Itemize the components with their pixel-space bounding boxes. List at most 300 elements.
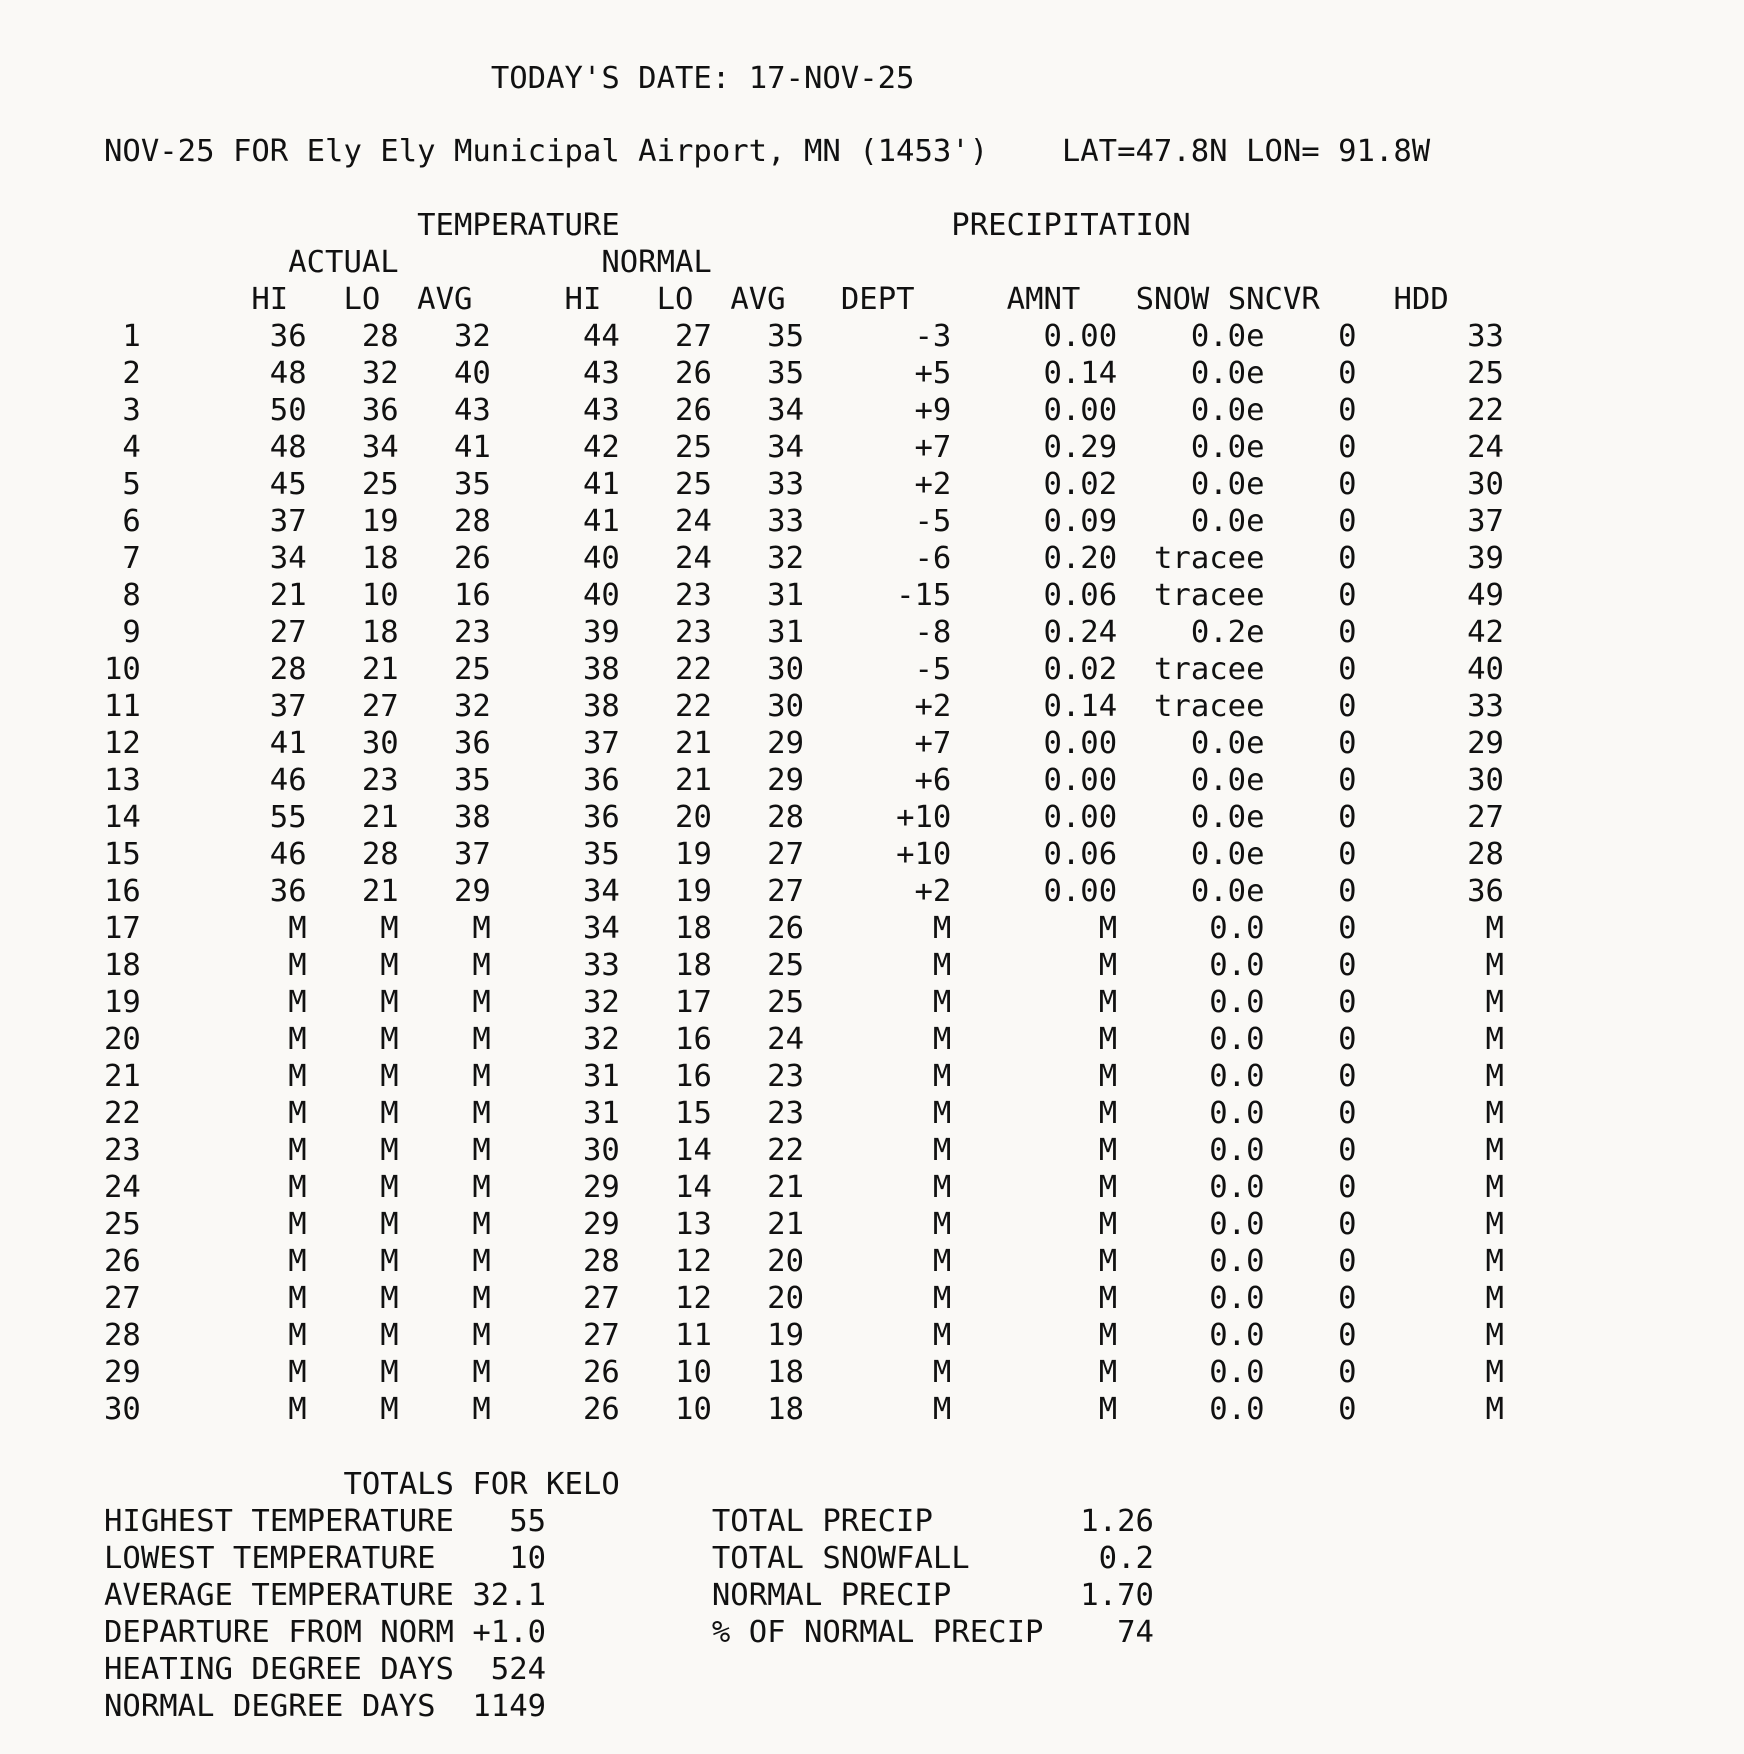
snow-cover-cell: 0 <box>1264 393 1357 428</box>
column-pad <box>399 245 602 280</box>
actual-avg-cell: M <box>398 1244 491 1279</box>
normal-lo-cell: 18 <box>619 948 712 983</box>
normal-hi-cell: 33 <box>490 948 620 983</box>
table-row <box>104 1243 1504 1280</box>
actual-hi-cell: 48 <box>140 356 307 391</box>
actual-lo-cell: 28 <box>306 837 399 872</box>
snow-cell: 0.0 <box>1117 1022 1265 1057</box>
actual-lo-cell: M <box>306 1392 399 1427</box>
actual-avg-cell: M <box>398 948 491 983</box>
table-row <box>104 392 1504 429</box>
actual-avg-cell: M <box>398 1355 491 1390</box>
snow-cell: 0.0 <box>1117 985 1265 1020</box>
normal-hi-cell: 29 <box>490 1170 620 1205</box>
totals-row <box>104 1651 1154 1688</box>
departure-cell: -5 <box>804 504 952 539</box>
hdd-cell: M <box>1356 1355 1504 1390</box>
precip-total-value: 1.70 <box>1043 1578 1154 1613</box>
actual-avg-cell: 40 <box>398 356 491 391</box>
actual-hi-cell: 36 <box>140 319 307 354</box>
day-cell: 5 <box>104 467 141 502</box>
table-row <box>104 1206 1504 1243</box>
snow-cover-cell: 0 <box>1264 541 1357 576</box>
total-label: HEATING DEGREE DAYS <box>104 1652 454 1687</box>
day-cell: 21 <box>104 1059 141 1094</box>
actual-lo-cell: M <box>306 1355 399 1390</box>
precip-total-value: 0.2 <box>1043 1541 1154 1576</box>
normal-hi-cell: 36 <box>490 763 620 798</box>
departure-cell: -15 <box>804 578 952 613</box>
snow-cover-cell: 0 <box>1264 1096 1357 1131</box>
departure-cell: M <box>804 1355 952 1390</box>
normal-hi-cell: 39 <box>490 615 620 650</box>
normal-hi-cell: 26 <box>490 1355 620 1390</box>
normal-avg-cell: 23 <box>711 1096 804 1131</box>
snow-cover-cell: 0 <box>1264 356 1357 391</box>
snow-cell: 0.0 <box>1117 948 1265 983</box>
actual-lo-cell: M <box>306 1281 399 1316</box>
actual-avg-cell: M <box>398 1392 491 1427</box>
snow-cell: 0.0 <box>1117 1281 1265 1316</box>
totals-row <box>104 1688 1154 1725</box>
precip-amount-cell: 0.06 <box>951 837 1118 872</box>
actual-hi-cell: M <box>140 1133 307 1168</box>
table-row <box>104 1132 1504 1169</box>
col-actual-lo: LO <box>343 282 381 317</box>
latitude: LAT=47.8N <box>1061 134 1228 169</box>
table-row <box>104 1021 1504 1058</box>
precip-amount-cell: M <box>951 1318 1118 1353</box>
normal-hi-cell: 40 <box>490 541 620 576</box>
column-header-row <box>104 281 1449 318</box>
snow-cover-cell: 0 <box>1264 615 1357 650</box>
precip-amount-cell: 0.02 <box>951 652 1118 687</box>
actual-hi-cell: 50 <box>140 393 307 428</box>
snow-cell: 0.0e <box>1117 726 1265 761</box>
normal-avg-cell: 28 <box>711 800 804 835</box>
col-normal-lo: LO <box>656 282 694 317</box>
hdd-cell: 29 <box>1356 726 1504 761</box>
departure-cell: M <box>804 911 952 946</box>
snow-cell: 0.0e <box>1117 430 1265 465</box>
normal-hi-cell: 38 <box>490 689 620 724</box>
todays-date-label: TODAY'S DATE: <box>490 61 731 96</box>
todays-date-line <box>104 60 914 97</box>
departure-cell: M <box>804 1207 952 1242</box>
totals-block <box>104 1503 1154 1725</box>
actual-hi-cell: 46 <box>140 763 307 798</box>
table-row <box>104 355 1504 392</box>
actual-lo-cell: 28 <box>306 319 399 354</box>
day-cell: 8 <box>104 578 141 613</box>
day-cell: 14 <box>104 800 141 835</box>
day-cell: 18 <box>104 948 141 983</box>
actual-lo-cell: M <box>306 1170 399 1205</box>
normal-lo-cell: 16 <box>619 1022 712 1057</box>
normal-avg-cell: 33 <box>711 504 804 539</box>
normal-avg-cell: 27 <box>711 837 804 872</box>
snow-cover-cell: 0 <box>1264 1059 1357 1094</box>
hdd-cell: 36 <box>1356 874 1504 909</box>
actual-avg-cell: 23 <box>398 615 491 650</box>
normal-hi-cell: 34 <box>490 874 620 909</box>
actual-avg-cell: M <box>398 1133 491 1168</box>
day-cell: 29 <box>104 1355 141 1390</box>
actual-avg-cell: 43 <box>398 393 491 428</box>
actual-hi-cell: M <box>140 1059 307 1094</box>
total-value: 55 <box>453 1504 547 1539</box>
snow-cell: 0.0e <box>1117 393 1265 428</box>
col-sncvr: SNCVR <box>1227 282 1320 317</box>
table-row <box>104 503 1504 540</box>
normal-hi-cell: 37 <box>490 726 620 761</box>
hdd-cell: 33 <box>1356 319 1504 354</box>
totals-title-line <box>104 1466 620 1503</box>
actual-hi-cell: M <box>140 1281 307 1316</box>
precip-amount-cell: M <box>951 1355 1118 1390</box>
precip-amount-cell: 0.00 <box>951 763 1118 798</box>
longitude: LON= 91.8W <box>1246 134 1431 169</box>
day-cell: 20 <box>104 1022 141 1057</box>
normal-lo-cell: 27 <box>619 319 712 354</box>
departure-cell: +9 <box>804 393 952 428</box>
actual-lo-cell: 25 <box>306 467 399 502</box>
normal-hi-cell: 30 <box>490 1133 620 1168</box>
snow-cover-cell: 0 <box>1264 1207 1357 1242</box>
total-value: +1.0 <box>453 1615 547 1650</box>
actual-hi-cell: 37 <box>140 689 307 724</box>
actual-hi-cell: M <box>140 1022 307 1057</box>
normal-hi-cell: 32 <box>490 985 620 1020</box>
normal-lo-cell: 23 <box>619 578 712 613</box>
snow-cell: 0.0 <box>1117 1059 1265 1094</box>
col-normal-avg: AVG <box>730 282 786 317</box>
report-month: NOV-25 <box>104 134 215 169</box>
normal-hi-cell: 32 <box>490 1022 620 1057</box>
actual-avg-cell: 32 <box>398 319 491 354</box>
normal-avg-cell: 31 <box>711 615 804 650</box>
departure-cell: -6 <box>804 541 952 576</box>
actual-hi-cell: 37 <box>140 504 307 539</box>
actual-avg-cell: 16 <box>398 578 491 613</box>
day-cell: 19 <box>104 985 141 1020</box>
actual-lo-cell: M <box>306 1207 399 1242</box>
snow-cover-cell: 0 <box>1264 763 1357 798</box>
normal-lo-cell: 25 <box>619 467 712 502</box>
actual-avg-cell: 29 <box>398 874 491 909</box>
column-pad <box>104 1467 343 1502</box>
day-cell: 3 <box>104 393 141 428</box>
normal-hi-cell: 44 <box>490 319 620 354</box>
table-row <box>104 540 1504 577</box>
departure-cell: +7 <box>804 726 952 761</box>
precip-amount-cell: 0.00 <box>951 393 1118 428</box>
table-row <box>104 1169 1504 1206</box>
actual-hi-cell: 48 <box>140 430 307 465</box>
normal-avg-cell: 24 <box>711 1022 804 1057</box>
day-cell: 12 <box>104 726 141 761</box>
actual-avg-cell: 37 <box>398 837 491 872</box>
normal-avg-cell: 34 <box>711 430 804 465</box>
actual-hi-cell: M <box>140 1170 307 1205</box>
snow-cover-cell: 0 <box>1264 1392 1357 1427</box>
normal-lo-cell: 22 <box>619 652 712 687</box>
hdd-cell: 27 <box>1356 800 1504 835</box>
totals-title: TOTALS FOR KELO <box>343 1467 620 1502</box>
table-row <box>104 947 1504 984</box>
normal-lo-cell: 24 <box>619 541 712 576</box>
normal-lo-cell: 25 <box>619 430 712 465</box>
actual-avg-cell: 26 <box>398 541 491 576</box>
actual-lo-cell: M <box>306 985 399 1020</box>
normal-hi-cell: 29 <box>490 1207 620 1242</box>
day-cell: 15 <box>104 837 141 872</box>
actual-lo-cell: M <box>306 948 399 983</box>
normal-avg-cell: 22 <box>711 1133 804 1168</box>
normal-lo-cell: 12 <box>619 1244 712 1279</box>
departure-cell: M <box>804 1392 952 1427</box>
todays-date-value: 17-NOV-25 <box>748 61 915 96</box>
normal-avg-cell: 18 <box>711 1355 804 1390</box>
normal-avg-cell: 18 <box>711 1392 804 1427</box>
total-value: 524 <box>453 1652 547 1687</box>
snow-cover-cell: 0 <box>1264 837 1357 872</box>
precip-amount-cell: M <box>951 1392 1118 1427</box>
actual-hi-cell: 45 <box>140 467 307 502</box>
actual-hi-cell: 41 <box>140 726 307 761</box>
table-row <box>104 1391 1504 1428</box>
normal-avg-cell: 25 <box>711 985 804 1020</box>
normal-lo-cell: 23 <box>619 615 712 650</box>
hdd-cell: M <box>1356 1022 1504 1057</box>
hdd-cell: 24 <box>1356 430 1504 465</box>
precip-total-value: 1.26 <box>1043 1504 1154 1539</box>
hdd-cell: 39 <box>1356 541 1504 576</box>
col-dept: DEPT <box>840 282 915 317</box>
hdd-cell: 25 <box>1356 356 1504 391</box>
total-value: 32.1 <box>453 1578 547 1613</box>
snow-cell: 0.0e <box>1117 467 1265 502</box>
column-pad <box>620 208 952 243</box>
precip-amount-cell: M <box>951 1133 1118 1168</box>
normal-lo-cell: 14 <box>619 1133 712 1168</box>
group-header-row <box>104 207 1191 244</box>
hdd-cell: 49 <box>1356 578 1504 613</box>
total-value: 10 <box>453 1541 547 1576</box>
normal-avg-cell: 23 <box>711 1059 804 1094</box>
normal-avg-cell: 30 <box>711 689 804 724</box>
day-cell: 2 <box>104 356 141 391</box>
day-cell: 16 <box>104 874 141 909</box>
normal-avg-cell: 21 <box>711 1207 804 1242</box>
actual-avg-cell: 36 <box>398 726 491 761</box>
precip-amount-cell: 0.00 <box>951 726 1118 761</box>
precip-amount-cell: 0.29 <box>951 430 1118 465</box>
precip-amount-cell: 0.00 <box>951 319 1118 354</box>
snow-cover-cell: 0 <box>1264 1244 1357 1279</box>
hdd-cell: M <box>1356 1170 1504 1205</box>
departure-cell: M <box>804 1096 952 1131</box>
departure-cell: +2 <box>804 467 952 502</box>
table-row <box>104 725 1504 762</box>
table-row <box>104 984 1504 1021</box>
snow-cover-cell: 0 <box>1264 467 1357 502</box>
col-actual-hi: HI <box>251 282 289 317</box>
hdd-cell: M <box>1356 1318 1504 1353</box>
actual-lo-cell: 10 <box>306 578 399 613</box>
snow-cell: 0.0 <box>1117 1244 1265 1279</box>
actual-lo-cell: 21 <box>306 652 399 687</box>
hdd-cell: 33 <box>1356 689 1504 724</box>
snow-cover-cell: 0 <box>1264 1022 1357 1057</box>
actual-lo-cell: M <box>306 1059 399 1094</box>
hdd-cell: M <box>1356 1059 1504 1094</box>
precip-amount-cell: M <box>951 985 1118 1020</box>
normal-lo-cell: 14 <box>619 1170 712 1205</box>
departure-cell: +10 <box>804 837 952 872</box>
departure-cell: M <box>804 1318 952 1353</box>
col-normal-hi: HI <box>564 282 602 317</box>
precip-amount-cell: M <box>951 1207 1118 1242</box>
actual-hi-cell: 28 <box>140 652 307 687</box>
snow-cover-cell: 0 <box>1264 689 1357 724</box>
table-row <box>104 651 1504 688</box>
normal-lo-cell: 26 <box>619 393 712 428</box>
normal-avg-cell: 20 <box>711 1244 804 1279</box>
day-cell: 13 <box>104 763 141 798</box>
snow-cell: 0.0 <box>1117 1096 1265 1131</box>
totals-row <box>104 1540 1154 1577</box>
day-cell: 27 <box>104 1281 141 1316</box>
normal-avg-cell: 25 <box>711 948 804 983</box>
departure-cell: M <box>804 1244 952 1279</box>
snow-cover-cell: 0 <box>1264 1355 1357 1390</box>
snow-cell: 0.0 <box>1117 1133 1265 1168</box>
precip-total-label: TOTAL PRECIP <box>711 1504 1044 1539</box>
totals-row <box>104 1614 1154 1651</box>
hdd-cell: 22 <box>1356 393 1504 428</box>
departure-cell: +2 <box>804 689 952 724</box>
actual-hi-cell: 55 <box>140 800 307 835</box>
precip-amount-cell: 0.24 <box>951 615 1118 650</box>
snow-cell: 0.0 <box>1117 1207 1265 1242</box>
total-label: DEPARTURE FROM NORM <box>104 1615 454 1650</box>
snow-cover-cell: 0 <box>1264 948 1357 983</box>
actual-avg-cell: 35 <box>398 763 491 798</box>
snow-cell: 0.0e <box>1117 800 1265 835</box>
normal-lo-cell: 17 <box>619 985 712 1020</box>
col-actual-avg: AVG <box>417 282 473 317</box>
station-name: Ely Ely Municipal Airport, MN (1453') <box>306 134 989 169</box>
snow-cell: 0.0 <box>1117 1355 1265 1390</box>
precip-amount-cell: 0.14 <box>951 356 1118 391</box>
hdd-cell: M <box>1356 1133 1504 1168</box>
normal-hi-cell: 31 <box>490 1096 620 1131</box>
actual-lo-cell: 19 <box>306 504 399 539</box>
normal-hi-cell: 26 <box>490 1392 620 1427</box>
hdd-cell: M <box>1356 911 1504 946</box>
snow-cover-cell: 0 <box>1264 578 1357 613</box>
normal-lo-cell: 26 <box>619 356 712 391</box>
total-label: NORMAL DEGREE DAYS <box>104 1689 454 1724</box>
actual-avg-cell: M <box>398 1096 491 1131</box>
normal-hi-cell: 41 <box>490 504 620 539</box>
actual-lo-cell: 34 <box>306 430 399 465</box>
normal-avg-cell: 29 <box>711 763 804 798</box>
precip-amount-cell: M <box>951 1244 1118 1279</box>
day-cell: 30 <box>104 1392 141 1427</box>
normal-hi-cell: 27 <box>490 1281 620 1316</box>
day-cell: 23 <box>104 1133 141 1168</box>
table-row <box>104 873 1504 910</box>
actual-avg-cell: 35 <box>398 467 491 502</box>
actual-hi-cell: M <box>140 1392 307 1427</box>
actual-lo-cell: 27 <box>306 689 399 724</box>
table-row <box>104 577 1504 614</box>
col-hdd: HDD <box>1393 282 1449 317</box>
precip-amount-cell: 0.00 <box>951 874 1118 909</box>
table-row <box>104 1317 1504 1354</box>
departure-cell: M <box>804 948 952 983</box>
table-row <box>104 688 1504 725</box>
day-cell: 11 <box>104 689 141 724</box>
actual-lo-cell: 36 <box>306 393 399 428</box>
normal-hi-cell: 28 <box>490 1244 620 1279</box>
hdd-cell: 30 <box>1356 467 1504 502</box>
table-row <box>104 614 1504 651</box>
actual-lo-cell: M <box>306 1318 399 1353</box>
snow-cover-cell: 0 <box>1264 1133 1357 1168</box>
hdd-cell: 30 <box>1356 763 1504 798</box>
snow-cell: 0.0 <box>1117 1318 1265 1353</box>
snow-cell: 0.2e <box>1117 615 1265 650</box>
station-line <box>104 133 1430 170</box>
hdd-cell: M <box>1356 1281 1504 1316</box>
snow-cover-cell: 0 <box>1264 430 1357 465</box>
normal-lo-cell: 20 <box>619 800 712 835</box>
snow-cell: tracee <box>1117 689 1265 724</box>
actual-hi-cell: M <box>140 985 307 1020</box>
normal-avg-cell: 26 <box>711 911 804 946</box>
normal-avg-cell: 35 <box>711 356 804 391</box>
normal-lo-cell: 12 <box>619 1281 712 1316</box>
hdd-cell: 37 <box>1356 504 1504 539</box>
snow-cell: tracee <box>1117 578 1265 613</box>
precip-amount-cell: 0.00 <box>951 800 1118 835</box>
snow-cell: 0.0 <box>1117 1392 1265 1427</box>
normal-lo-cell: 11 <box>619 1318 712 1353</box>
snow-cover-cell: 0 <box>1264 911 1357 946</box>
precip-amount-cell: M <box>951 1281 1118 1316</box>
normal-lo-cell: 16 <box>619 1059 712 1094</box>
column-pad <box>104 208 417 243</box>
day-cell: 10 <box>104 652 141 687</box>
total-label: AVERAGE TEMPERATURE <box>104 1578 454 1613</box>
hdd-cell: 40 <box>1356 652 1504 687</box>
hdd-cell: M <box>1356 1392 1504 1427</box>
totals-row <box>104 1577 1154 1614</box>
table-row <box>104 799 1504 836</box>
snow-cover-cell: 0 <box>1264 652 1357 687</box>
actual-lo-cell: M <box>306 1022 399 1057</box>
normal-hi-cell: 41 <box>490 467 620 502</box>
snow-cell: 0.0e <box>1117 763 1265 798</box>
normal-hi-cell: 35 <box>490 837 620 872</box>
actual-hi-cell: 36 <box>140 874 307 909</box>
departure-cell: -5 <box>804 652 952 687</box>
hdd-cell: M <box>1356 985 1504 1020</box>
actual-hi-cell: M <box>140 1355 307 1390</box>
